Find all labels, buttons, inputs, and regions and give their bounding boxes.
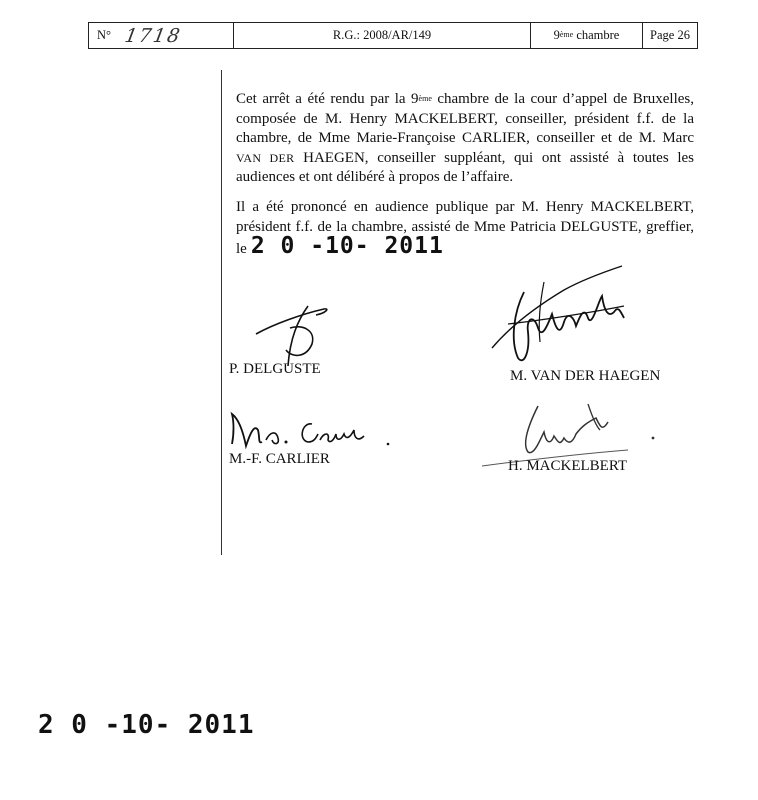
chamber-number: 9 [553, 28, 560, 42]
para2-text: Il a été prononcé en audience publique par M. Henry MACKELBERT, président f.f. de la chambre, assisté de Mme Patricia DELGUSTE, greffier, le [236, 199, 694, 258]
carlier-signature-image [228, 410, 398, 452]
signatory-carlier: M.-F. CARLIER [229, 451, 330, 467]
court-composition-paragraph [236, 90, 694, 188]
van-der-haegen-signature [484, 262, 664, 380]
page-number-cell [643, 23, 697, 48]
pronouncement-paragraph [236, 198, 694, 260]
signatory-mackelbert: H. MACKELBERT [508, 458, 628, 474]
para1-text-c: HAEGEN, conseiller suppléant, qui ont assisté à toutes les audiences et ont délibéré à propos de l’affaire. [236, 149, 694, 186]
para1-van-der: VAN DER [236, 150, 295, 165]
chamber-suffix: ème [559, 30, 574, 39]
para1-superscript: ème [418, 94, 432, 103]
date-stamp-inline: 2 0 -10- 2011 [250, 233, 444, 260]
left-margin-rule [221, 70, 222, 555]
handwritten-case-number: 1718 [123, 24, 184, 47]
para1-text-a: Cet arrêt a été rendu par la 9 [236, 91, 419, 107]
page-number: Page 26 [650, 28, 690, 42]
role-general: R.G.: 2008/AR/149 [332, 28, 432, 42]
document-header [88, 22, 698, 49]
para1-text-b: chambre de la cour d’appel de Bruxelles, composée de M. Henry MACKELBERT, conseiller, président f.f. de la chambre, de Mme Marie-Françoise CARLIER, conseiller et de M. Marc [236, 91, 694, 147]
chamber-cell [531, 23, 643, 48]
case-number-cell [89, 23, 234, 48]
date-stamp-bottom: 2 0 -10- 2011 [38, 710, 255, 740]
chamber-word: chambre [576, 28, 620, 42]
signatory-van-der-haegen: M. VAN DER HAEGEN [510, 368, 661, 384]
signatory-delguste: P. DELGUSTE [229, 361, 321, 377]
role-general-cell [234, 23, 531, 48]
number-label: N° [97, 28, 112, 42]
